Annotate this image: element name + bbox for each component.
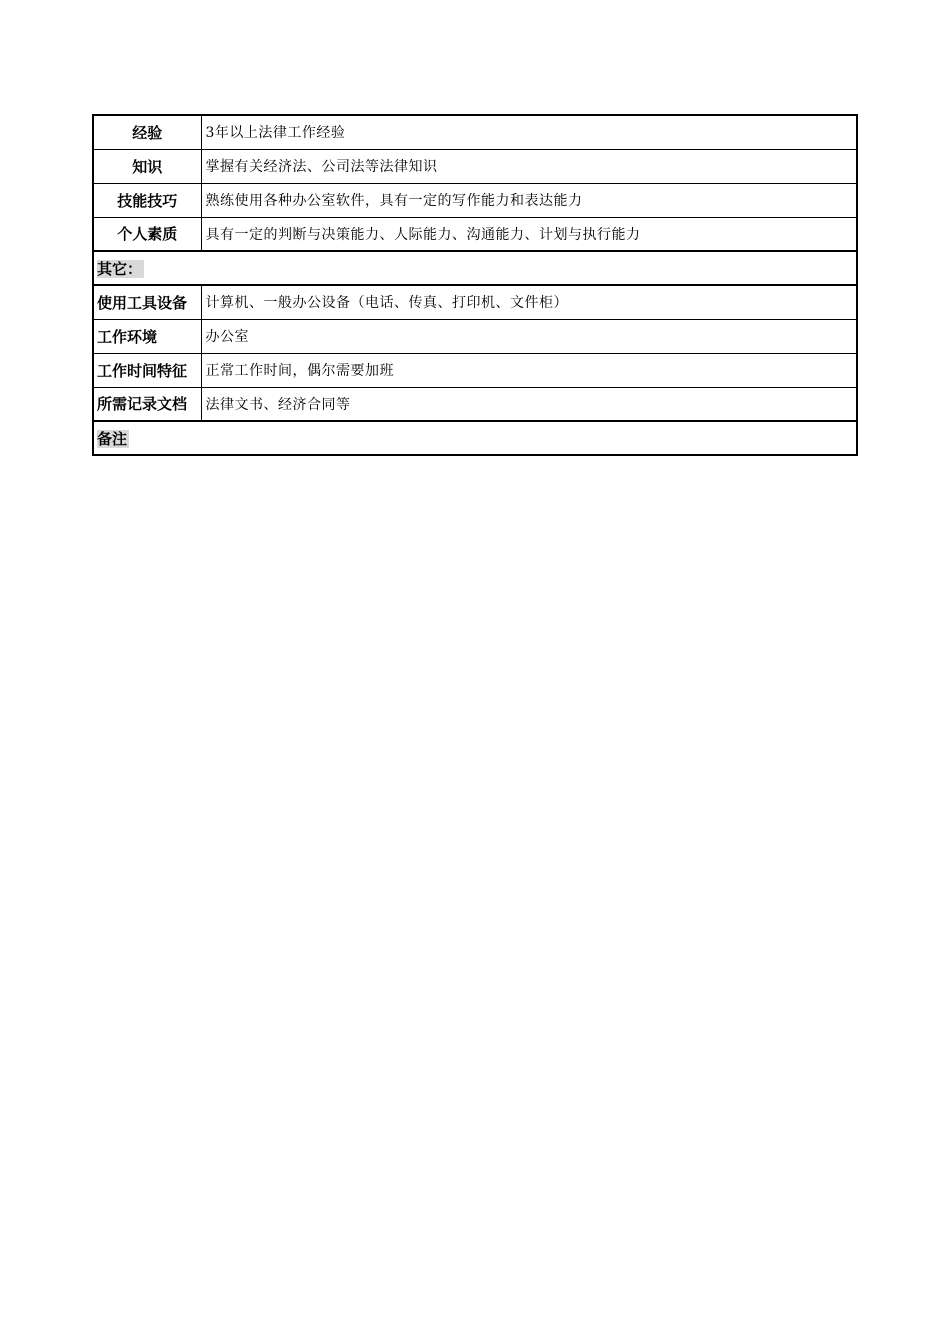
row-label: 工作时间特征	[93, 353, 201, 387]
job-description-table	[92, 114, 858, 456]
row-value: 掌握有关经济法、公司法等法律知识	[201, 149, 857, 183]
section-cell-other	[93, 251, 857, 285]
row-value: 熟练使用各种办公室软件，具有一定的写作能力和表达能力	[201, 183, 857, 217]
table-row-tools	[93, 285, 857, 319]
row-label: 经验	[93, 115, 201, 149]
row-value: 办公室	[201, 319, 857, 353]
row-label: 使用工具设备	[93, 285, 201, 319]
row-label: 工作环境	[93, 319, 201, 353]
table-row-skills	[93, 183, 857, 217]
section-title-other: 其它：	[97, 259, 143, 278]
row-label: 知识	[93, 149, 201, 183]
table-row-work-time	[93, 353, 857, 387]
row-value: 法律文书、经济合同等	[201, 387, 857, 421]
row-value: 3年以上法律工作经验	[201, 115, 857, 149]
table-row-experience	[93, 115, 857, 149]
row-label: 技能技巧	[93, 183, 201, 217]
table-row-personal-quality	[93, 217, 857, 251]
section-cell-notes	[93, 421, 857, 455]
row-value: 正常工作时间，偶尔需要加班	[201, 353, 857, 387]
row-label: 个人素质	[93, 217, 201, 251]
row-value: 具有一定的判断与决策能力、人际能力、沟通能力、计划与执行能力	[201, 217, 857, 251]
row-label: 所需记录文档	[93, 387, 201, 421]
section-row-notes	[93, 421, 857, 455]
table-row-environment	[93, 319, 857, 353]
row-value: 计算机、一般办公设备（电话、传真、打印机、文件柜）	[201, 285, 857, 319]
table-row-knowledge	[93, 149, 857, 183]
section-row-other	[93, 251, 857, 285]
section-title-notes: 备注	[97, 429, 128, 448]
table-row-documents	[93, 387, 857, 421]
